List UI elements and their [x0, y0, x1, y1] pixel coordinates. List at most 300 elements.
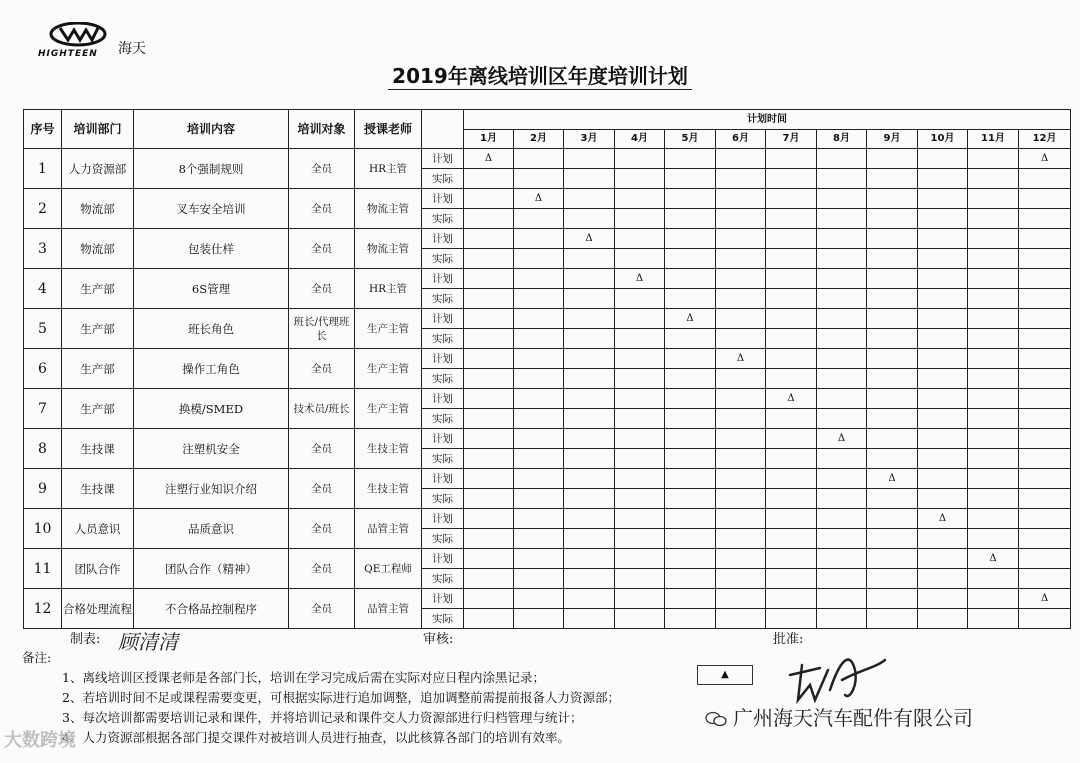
plan-cell: [665, 549, 716, 569]
actual-label: 实际: [422, 169, 464, 189]
actual-cell: [514, 409, 564, 429]
actual-cell: [766, 609, 817, 629]
row-target: 全员: [289, 229, 355, 269]
row-seq: 9: [24, 469, 62, 509]
actual-cell: [918, 449, 968, 469]
actual-cell: [564, 169, 615, 189]
actual-cell: [867, 329, 918, 349]
plan-label: 计划: [422, 269, 464, 289]
actual-cell: [514, 569, 564, 589]
plan-cell: [766, 349, 817, 369]
actual-cell: [867, 409, 918, 429]
actual-cell: [464, 449, 514, 469]
plan-cell: [817, 269, 867, 289]
plan-cell: [564, 549, 615, 569]
plan-cell: [514, 549, 564, 569]
plan-marker: Δ: [716, 349, 766, 369]
plan-cell: [817, 349, 867, 369]
plan-label: 计划: [422, 589, 464, 609]
actual-cell: [615, 369, 665, 389]
actual-cell: [766, 329, 817, 349]
actual-cell: [1019, 289, 1071, 309]
plan-cell: [514, 229, 564, 249]
plan-cell: [867, 549, 918, 569]
actual-label: 实际: [422, 289, 464, 309]
month-header: 12月: [1019, 130, 1071, 149]
plan-marker: Δ: [564, 229, 615, 249]
plan-cell: [968, 229, 1019, 249]
plan-cell: [665, 589, 716, 609]
actual-cell: [514, 369, 564, 389]
actual-cell: [968, 249, 1019, 269]
made-by-label: 制表:: [70, 632, 101, 647]
plan-cell: [615, 589, 665, 609]
plan-cell: [564, 469, 615, 489]
actual-cell: [918, 409, 968, 429]
plan-marker: Δ: [1019, 149, 1071, 169]
plan-cell: [968, 349, 1019, 369]
plan-cell: [918, 469, 968, 489]
actual-cell: [716, 409, 766, 429]
plan-label: 计划: [422, 229, 464, 249]
plan-cell: [615, 429, 665, 449]
actual-cell: [564, 449, 615, 469]
table-row: [24, 309, 1071, 329]
actual-cell: [968, 569, 1019, 589]
actual-label: 实际: [422, 249, 464, 269]
row-teacher: QE工程师: [355, 549, 422, 589]
plan-cell: [817, 149, 867, 169]
plan-cell: [464, 589, 514, 609]
made-by-signature: 顾清清: [118, 630, 178, 654]
row-target: 全员: [289, 189, 355, 229]
plan-cell: [817, 389, 867, 409]
actual-label: 实际: [422, 449, 464, 469]
plan-cell: [464, 469, 514, 489]
note-line: 2、若培训时间不足或课程需要变更，可根据实际进行追加调整，追加调整前需提前报备人力资源部；: [62, 690, 620, 705]
plan-cell: [766, 469, 817, 489]
plan-cell: [817, 469, 867, 489]
actual-cell: [665, 209, 716, 229]
actual-cell: [615, 209, 665, 229]
actual-cell: [968, 209, 1019, 229]
plan-cell: [716, 509, 766, 529]
row-target: 全员: [289, 469, 355, 509]
plan-cell: [1019, 269, 1071, 289]
actual-cell: [766, 209, 817, 229]
table-row: [24, 549, 1071, 569]
table-row: [24, 589, 1071, 609]
actual-cell: [817, 609, 867, 629]
row-teacher: 品管主管: [355, 589, 422, 629]
row-dept: 生产部: [62, 349, 134, 389]
plan-cell: [918, 269, 968, 289]
row-dept: 物流部: [62, 229, 134, 269]
plan-cell: [867, 269, 918, 289]
plan-cell: [968, 469, 1019, 489]
row-teacher: 生产主管: [355, 389, 422, 429]
plan-cell: [514, 349, 564, 369]
row-target: 全员: [289, 589, 355, 629]
plan-cell: [564, 309, 615, 329]
row-dept: 生产部: [62, 389, 134, 429]
plan-cell: [615, 389, 665, 409]
row-content: 注塑行业知识介绍: [134, 469, 289, 509]
plan-cell: [464, 269, 514, 289]
plan-cell: [464, 349, 514, 369]
plan-cell: [665, 469, 716, 489]
actual-cell: [766, 489, 817, 509]
actual-cell: [514, 449, 564, 469]
row-seq: 3: [24, 229, 62, 269]
actual-cell: [817, 369, 867, 389]
plan-cell: [564, 509, 615, 529]
plan-cell: [968, 589, 1019, 609]
actual-cell: [665, 529, 716, 549]
row-dept: 团队合作: [62, 549, 134, 589]
plan-cell: [1019, 229, 1071, 249]
actual-cell: [1019, 609, 1071, 629]
actual-cell: [867, 449, 918, 469]
actual-cell: [817, 529, 867, 549]
actual-cell: [766, 569, 817, 589]
plan-cell: [918, 149, 968, 169]
plan-cell: [615, 469, 665, 489]
row-teacher: 品管主管: [355, 509, 422, 549]
actual-cell: [817, 249, 867, 269]
actual-cell: [716, 529, 766, 549]
actual-cell: [464, 249, 514, 269]
logo-cn-text: 海天: [118, 41, 146, 57]
actual-label: 实际: [422, 369, 464, 389]
actual-cell: [564, 529, 615, 549]
actual-cell: [615, 569, 665, 589]
note-line: 4、人力资源部根据各部门提交课件对被培训人员进行抽查，以此核算各部门的培训有效率。: [62, 730, 570, 745]
actual-cell: [615, 449, 665, 469]
actual-cell: [716, 569, 766, 589]
plan-cell: [514, 149, 564, 169]
actual-cell: [564, 249, 615, 269]
plan-label: 计划: [422, 349, 464, 369]
plan-cell: [867, 589, 918, 609]
plan-cell: [665, 269, 716, 289]
actual-cell: [1019, 249, 1071, 269]
row-content: 品质意识: [134, 509, 289, 549]
plan-cell: [867, 509, 918, 529]
plan-cell: [615, 349, 665, 369]
actual-cell: [716, 289, 766, 309]
plan-cell: [1019, 549, 1071, 569]
plan-cell: [716, 269, 766, 289]
plan-cell: [817, 549, 867, 569]
actual-cell: [1019, 489, 1071, 509]
plan-label: 计划: [422, 149, 464, 169]
header-blank: [422, 110, 464, 149]
month-header: 4月: [615, 130, 665, 149]
actual-cell: [817, 329, 867, 349]
plan-marker: Δ: [464, 149, 514, 169]
plan-label: 计划: [422, 309, 464, 329]
actual-cell: [464, 369, 514, 389]
actual-cell: [464, 209, 514, 229]
plan-cell: [716, 229, 766, 249]
plan-cell: [564, 189, 615, 209]
plan-cell: [615, 549, 665, 569]
note-line: 1、离线培训区授课老师是各部门长，培训在学习完成后需在实际对应日程内涂黑记录；: [62, 670, 545, 685]
actual-cell: [766, 289, 817, 309]
actual-cell: [766, 409, 817, 429]
row-target: 班长/代理班长: [289, 309, 355, 349]
plan-cell: [918, 549, 968, 569]
row-target: 技术员/班长: [289, 389, 355, 429]
plan-cell: [968, 149, 1019, 169]
legend-symbol-box: ▲: [697, 665, 753, 685]
actual-cell: [665, 289, 716, 309]
actual-cell: [766, 529, 817, 549]
plan-cell: [464, 389, 514, 409]
plan-cell: [968, 429, 1019, 449]
plan-cell: [716, 149, 766, 169]
actual-cell: [564, 289, 615, 309]
actual-cell: [716, 329, 766, 349]
plan-cell: [665, 149, 716, 169]
plan-cell: [817, 229, 867, 249]
row-target: 全员: [289, 509, 355, 549]
actual-cell: [968, 369, 1019, 389]
plan-cell: [716, 389, 766, 409]
actual-cell: [615, 409, 665, 429]
plan-marker: Δ: [665, 309, 716, 329]
actual-cell: [716, 209, 766, 229]
plan-cell: [716, 469, 766, 489]
plan-cell: [918, 349, 968, 369]
plan-cell: [716, 589, 766, 609]
row-dept: 生技课: [62, 469, 134, 509]
actual-cell: [1019, 169, 1071, 189]
note-line: 3、每次培训都需要培训记录和课件，并将培训记录和课件交人力资源部进行归档管理与统计；: [62, 710, 583, 725]
plan-label: 计划: [422, 389, 464, 409]
watermark-text: 大数跨境: [4, 730, 76, 751]
actual-cell: [716, 449, 766, 469]
row-seq: 2: [24, 189, 62, 229]
month-header: 7月: [766, 130, 817, 149]
plan-cell: [464, 549, 514, 569]
row-dept: 人员意识: [62, 509, 134, 549]
row-content: 叉车安全培训: [134, 189, 289, 229]
review-label: 审核:: [423, 632, 454, 647]
plan-cell: [564, 269, 615, 289]
row-teacher: HR主管: [355, 149, 422, 189]
wechat-icon: [705, 711, 727, 727]
actual-cell: [615, 329, 665, 349]
plan-cell: [766, 229, 817, 249]
actual-label: 实际: [422, 409, 464, 429]
actual-cell: [665, 249, 716, 269]
header-teacher: 授课老师: [355, 110, 422, 149]
actual-cell: [665, 569, 716, 589]
plan-cell: [665, 429, 716, 449]
row-content: 团队合作（精神）: [134, 549, 289, 589]
actual-cell: [918, 329, 968, 349]
actual-cell: [514, 609, 564, 629]
actual-cell: [918, 169, 968, 189]
actual-cell: [817, 489, 867, 509]
plan-cell: [918, 429, 968, 449]
actual-cell: [1019, 209, 1071, 229]
table-row: [24, 149, 1071, 169]
logo-brand-text: HIGHTEEN: [38, 49, 98, 59]
row-content: 包装仕样: [134, 229, 289, 269]
notes-label: 备注:: [22, 650, 52, 665]
header-target: 培训对象: [289, 110, 355, 149]
month-header: 5月: [665, 130, 716, 149]
actual-cell: [615, 489, 665, 509]
actual-cell: [665, 369, 716, 389]
actual-cell: [817, 449, 867, 469]
actual-cell: [867, 569, 918, 589]
actual-cell: [766, 449, 817, 469]
actual-cell: [968, 169, 1019, 189]
plan-cell: [564, 429, 615, 449]
plan-cell: [817, 589, 867, 609]
actual-cell: [564, 409, 615, 429]
plan-cell: [968, 189, 1019, 209]
plan-cell: [918, 309, 968, 329]
plan-marker: Δ: [514, 189, 564, 209]
table-row: [24, 389, 1071, 409]
title-text: 2019年离线培训区年度培训计划: [388, 64, 692, 90]
header-seq: 序号: [24, 110, 62, 149]
plan-cell: [665, 509, 716, 529]
actual-label: 实际: [422, 489, 464, 509]
row-target: 全员: [289, 269, 355, 309]
actual-cell: [1019, 449, 1071, 469]
plan-cell: [464, 229, 514, 249]
plan-cell: [968, 509, 1019, 529]
actual-cell: [867, 609, 918, 629]
actual-cell: [514, 289, 564, 309]
actual-cell: [716, 609, 766, 629]
actual-cell: [615, 249, 665, 269]
plan-cell: [514, 269, 564, 289]
actual-cell: [918, 569, 968, 589]
plan-cell: [1019, 509, 1071, 529]
plan-cell: [918, 229, 968, 249]
actual-cell: [918, 529, 968, 549]
plan-cell: [766, 149, 817, 169]
actual-cell: [968, 609, 1019, 629]
row-seq: 1: [24, 149, 62, 189]
actual-cell: [867, 289, 918, 309]
actual-cell: [464, 169, 514, 189]
actual-cell: [766, 249, 817, 269]
actual-cell: [514, 209, 564, 229]
plan-cell: [1019, 469, 1071, 489]
plan-cell: [918, 389, 968, 409]
company-name: [705, 702, 973, 731]
notes-section: [22, 648, 620, 748]
approve-label: 批准:: [773, 632, 804, 647]
table-row: [24, 349, 1071, 369]
plan-cell: [968, 269, 1019, 289]
plan-cell: [665, 189, 716, 209]
row-seq: 12: [24, 589, 62, 629]
row-content: 注塑机安全: [134, 429, 289, 469]
actual-cell: [615, 609, 665, 629]
plan-cell: [514, 589, 564, 609]
plan-cell: [867, 389, 918, 409]
actual-cell: [968, 489, 1019, 509]
row-seq: 10: [24, 509, 62, 549]
plan-cell: [615, 149, 665, 169]
actual-cell: [665, 449, 716, 469]
plan-cell: [464, 429, 514, 449]
plan-cell: [564, 389, 615, 409]
row-teacher: 生技主管: [355, 429, 422, 469]
plan-cell: [968, 309, 1019, 329]
actual-cell: [867, 369, 918, 389]
row-teacher: 生产主管: [355, 309, 422, 349]
actual-cell: [817, 289, 867, 309]
plan-cell: [564, 349, 615, 369]
plan-cell: [817, 309, 867, 329]
actual-label: 实际: [422, 609, 464, 629]
plan-cell: [514, 309, 564, 329]
actual-cell: [1019, 529, 1071, 549]
actual-cell: [817, 569, 867, 589]
actual-cell: [564, 609, 615, 629]
actual-cell: [1019, 369, 1071, 389]
month-header: 10月: [918, 130, 968, 149]
month-header: 3月: [564, 130, 615, 149]
plan-cell: [716, 189, 766, 209]
plan-cell: [615, 229, 665, 249]
actual-cell: [867, 249, 918, 269]
plan-cell: [464, 509, 514, 529]
row-content: 操作工角色: [134, 349, 289, 389]
plan-cell: [766, 189, 817, 209]
plan-cell: [564, 589, 615, 609]
actual-label: 实际: [422, 209, 464, 229]
row-content: 班长角色: [134, 309, 289, 349]
month-header: 2月: [514, 130, 564, 149]
plan-cell: [867, 189, 918, 209]
plan-label: 计划: [422, 549, 464, 569]
header-content: 培训内容: [134, 110, 289, 149]
row-content: 换模/SMED: [134, 389, 289, 429]
plan-cell: [918, 189, 968, 209]
actual-cell: [514, 329, 564, 349]
plan-cell: [1019, 429, 1071, 449]
actual-cell: [665, 329, 716, 349]
row-teacher: 物流主管: [355, 229, 422, 269]
row-dept: 生产部: [62, 309, 134, 349]
plan-marker: Δ: [615, 269, 665, 289]
plan-cell: [564, 149, 615, 169]
plan-cell: [514, 469, 564, 489]
table-row: [24, 229, 1071, 249]
actual-label: 实际: [422, 329, 464, 349]
row-content: 不合格品控制程序: [134, 589, 289, 629]
actual-label: 实际: [422, 529, 464, 549]
plan-cell: [817, 189, 867, 209]
actual-cell: [918, 249, 968, 269]
actual-cell: [918, 489, 968, 509]
plan-label: 计划: [422, 429, 464, 449]
actual-cell: [665, 609, 716, 629]
plan-label: 计划: [422, 509, 464, 529]
plan-cell: [766, 509, 817, 529]
